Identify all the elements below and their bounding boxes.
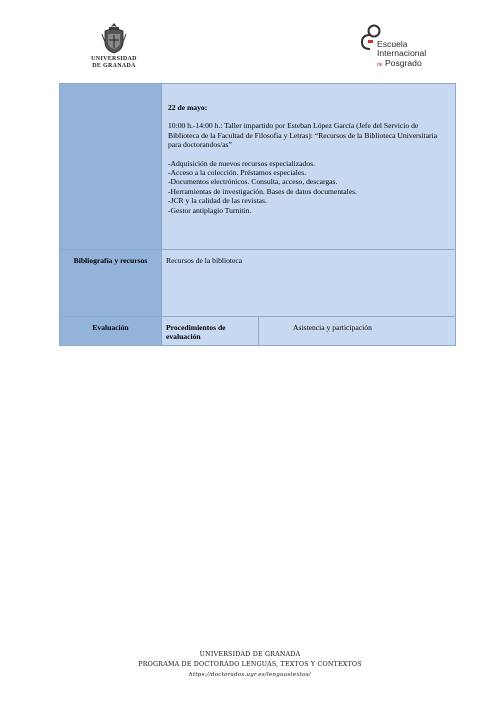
session-topic-item: -Acceso a la colección. Préstamos especiales. [168,168,307,178]
page-footer [0,650,500,680]
session-topic-item: -Documentos electrónicos. Consulta, acceso, descargas. [168,177,338,187]
university-name-line1: UNIVERSIDAD [91,56,137,62]
session-content-cell [162,84,456,250]
table-row-evaluation [60,317,456,346]
footer-university: UNIVERSIDAD DE GRANADA [199,651,301,658]
session-topic-item: -Gestor antiplagio Turnitin. [168,205,252,215]
session-topic-item: -JCR y la calidad de las revistas. [168,196,267,206]
table-row-session [60,84,456,250]
escuela-posgrado-name [377,40,426,70]
evaluation-procedure-value: Asistencia y participación [259,317,456,346]
university-logo [86,22,142,70]
course-info-table [59,83,456,346]
evaluation-procedure-label: Procedimientos de evaluación [162,317,259,346]
session-label-cell [60,84,162,250]
university-name-line2: DE GRANADA [92,63,136,69]
eip-line3-prefix: de [377,61,383,68]
session-topic-item: -Herramientas de investigación. Bases de datos documentales. [168,186,357,196]
session-description: 10:00 h.-14:00 h.: Taller impartido por Esteban López García (Jefe del Servicio de Biblioteca de la Facultad de Filosofía y Letras): “Recursos de la Biblioteca Universitaria para doctorandos/as” [168,121,438,150]
table-row-bibliography [60,250,456,317]
session-topic-item: -Adquisición de nuevos recursos especializados. [168,158,315,168]
bibliography-value: Recursos de la biblioteca [162,250,456,317]
evaluation-label: Evaluación [60,317,162,346]
eip-line2: Internacional [377,48,427,59]
eip-line1: Escuela [377,39,408,49]
bibliography-label: Bibliografía y recursos [60,250,162,317]
eip-line3-text: Posgrado [384,57,422,68]
footer-url: https://doctorados.ugr.es/lenguastextos/ [189,672,311,678]
footer-program: PROGRAMA DE DOCTORADO LENGUAS, TEXTOS Y CONTEXTOS [138,661,362,668]
session-date: 22 de mayo: [168,103,208,112]
escuela-posgrado-logo [360,22,460,68]
eip-line3 [377,59,426,70]
university-crest-icon [101,22,127,54]
